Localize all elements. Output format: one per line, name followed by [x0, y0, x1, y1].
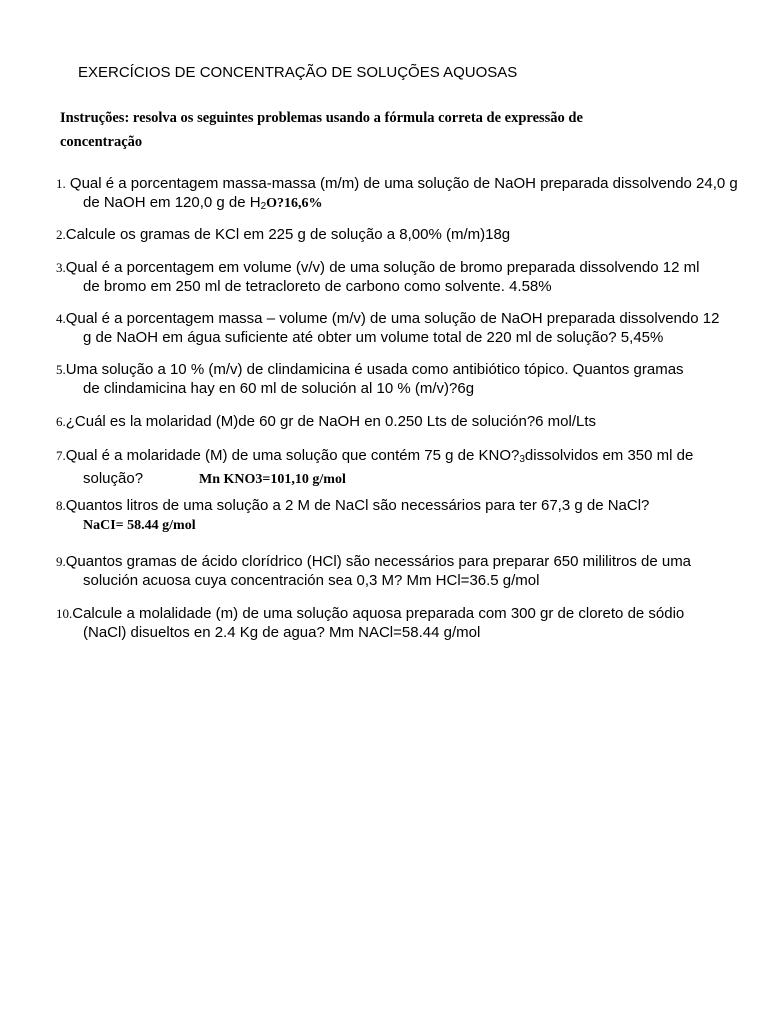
question-number: 4.: [56, 311, 66, 326]
question-text: Quantos litros de uma solução a 2 M de NaCl são necessários para ter 67,3 g de NaCl?: [65, 497, 650, 514]
instructions-line-1: Instruções: resolva os seguintes problemas usando a fórmula correta de expressão de: [60, 110, 583, 126]
question-text: ¿Cuál es la molaridad (M)de 60 gr de NaOH en 0.250 Lts de solución?6 mol/Lts: [65, 413, 597, 430]
subscript: 2: [260, 201, 267, 212]
question-6: [56, 412, 746, 431]
question-9: [56, 552, 746, 590]
instructions-line-2: concentração: [60, 134, 143, 150]
question-3: [56, 258, 746, 296]
question-number: 5.: [56, 362, 66, 377]
question-4: [56, 309, 746, 347]
question-text: Calcule a molalidade (m) de uma solução aquosa preparada com 300 gr de cloreto de sódio: [72, 605, 685, 622]
question-text: Qual é a porcentagem em volume (v/v) de uma solução de bromo preparada dissolvendo 12 ml: [65, 259, 700, 276]
question-1: [56, 174, 746, 216]
question-8: [56, 496, 746, 537]
question-text: g de NaOH em água suficiente até obter um volume total de 220 ml de solução? 5,45%: [83, 329, 664, 346]
question-number: 2.: [56, 227, 66, 242]
question-number: 9.: [56, 554, 66, 569]
question-10: [56, 604, 746, 642]
question-text: Calcule os gramas de KCl em 225 g de solução a 8,00% (m/m)18g: [65, 226, 511, 243]
question-5: [56, 360, 746, 398]
question-text: (NaCl) disueltos en 2.4 Kg de agua? Mm NACl=58.44 g/mol: [83, 624, 481, 641]
question-text: Quantos gramas de ácido clorídrico (HCl) são necessários para preparar 650 mililitros de uma: [65, 553, 692, 570]
molar-mass-note: Mn KNO3=101,10 g/mol: [199, 472, 346, 487]
question-text: Qual é a molaridade (M) de uma solução que contém 75 g de KNO?: [65, 447, 520, 464]
question-text: Qual é a porcentagem massa-massa (m/m) de uma solução de NaOH preparada dissolvendo 24,0 g: [69, 175, 738, 192]
question-text: de NaOH em 120,0 g de H: [83, 194, 261, 211]
question-text: solución acuosa cuya concentración sea 0,3 M? Mm HCl=36.5 g/mol: [83, 572, 540, 589]
question-number: 7.: [56, 448, 66, 463]
molar-mass-note: NaCI= 58.44 g/mol: [83, 518, 196, 533]
instructions: [60, 106, 680, 154]
question-text: de clindamicina hay en 60 ml de solución al 10 % (m/v)?6g: [83, 380, 475, 397]
question-7: [56, 446, 746, 489]
question-number: 3.: [56, 260, 66, 275]
page-title: EXERCÍCIOS DE CONCENTRAÇÃO DE SOLUÇÕES AQUOSAS: [78, 64, 518, 81]
answer-text: O?16,6%: [266, 196, 323, 211]
question-number: 6.: [56, 414, 66, 429]
question-2: [56, 225, 746, 244]
question-text: dissolvidos em 350 ml de: [524, 447, 694, 464]
question-number: 1.: [56, 176, 66, 191]
question-number: 10.: [56, 606, 73, 621]
question-text: solução?: [83, 470, 144, 487]
question-text: Qual é a porcentagem massa – volume (m/v) de uma solução de NaOH preparada dissolvendo 12: [65, 310, 720, 327]
question-text: de bromo em 250 ml de tetracloreto de carbono como solvente. 4.58%: [83, 278, 552, 295]
question-text: Uma solução a 10 % (m/v) de clindamicina é usada como antibiótico tópico. Quantos gramas: [65, 361, 684, 378]
question-number: 8.: [56, 498, 66, 513]
subscript: 3: [519, 454, 525, 465]
